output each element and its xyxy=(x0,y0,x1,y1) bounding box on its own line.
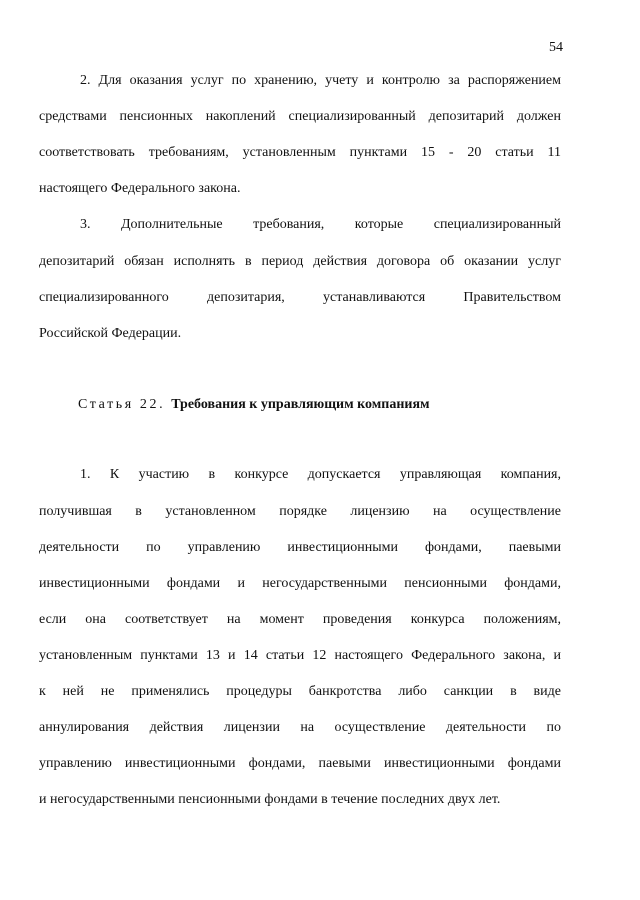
text-line: специализированного депозитария, устанавливаются Правительством xyxy=(39,290,561,305)
article-title: Требования к управляющим компаниям xyxy=(171,397,430,412)
page-number: 54 xyxy=(549,40,563,55)
text-line: управлению инвестиционными фондами, паевыми инвестиционными фондами xyxy=(39,756,561,771)
text-line: 1. К участию в конкурсе допускается управляющая компания, xyxy=(80,467,561,482)
text-line: средствами пенсионных накоплений специализированный депозитарий должен xyxy=(39,109,561,124)
text-line: Российской Федерации. xyxy=(39,326,182,341)
article-number: Статья 22. xyxy=(78,397,166,412)
text-line: инвестиционными фондами и негосударственными пенсионными фондами, xyxy=(39,576,561,591)
text-line: и негосударственными пенсионными фондами в течение последних двух лет. xyxy=(39,792,501,807)
text-line: деятельности по управлению инвестиционными фондами, паевыми xyxy=(39,540,561,555)
text-line: настоящего Федерального закона. xyxy=(39,181,241,196)
text-line: получившая в установленном порядке лицензию на осуществление xyxy=(39,504,561,519)
text-line: установленным пунктами 13 и 14 статьи 12 настоящего Федерального закона, и xyxy=(39,648,561,663)
text-line: 3. Дополнительные требования, которые специализированный xyxy=(80,217,561,232)
text-line: 2. Для оказания услуг по хранению, учету и контролю за распоряжением xyxy=(80,73,561,88)
text-line: аннулирования действия лицензии на осуществление деятельности по xyxy=(39,720,561,735)
text-line: если она соответствует на момент проведения конкурса положениям, xyxy=(39,612,561,627)
article-heading xyxy=(78,396,430,414)
text-line: соответствовать требованиям, установленным пунктами 15 - 20 статьи 11 xyxy=(39,145,561,160)
text-line: к ней не применялись процедуры банкротства либо санкции в виде xyxy=(39,684,561,699)
text-line: депозитарий обязан исполнять в период действия договора об оказании услуг xyxy=(39,254,561,269)
